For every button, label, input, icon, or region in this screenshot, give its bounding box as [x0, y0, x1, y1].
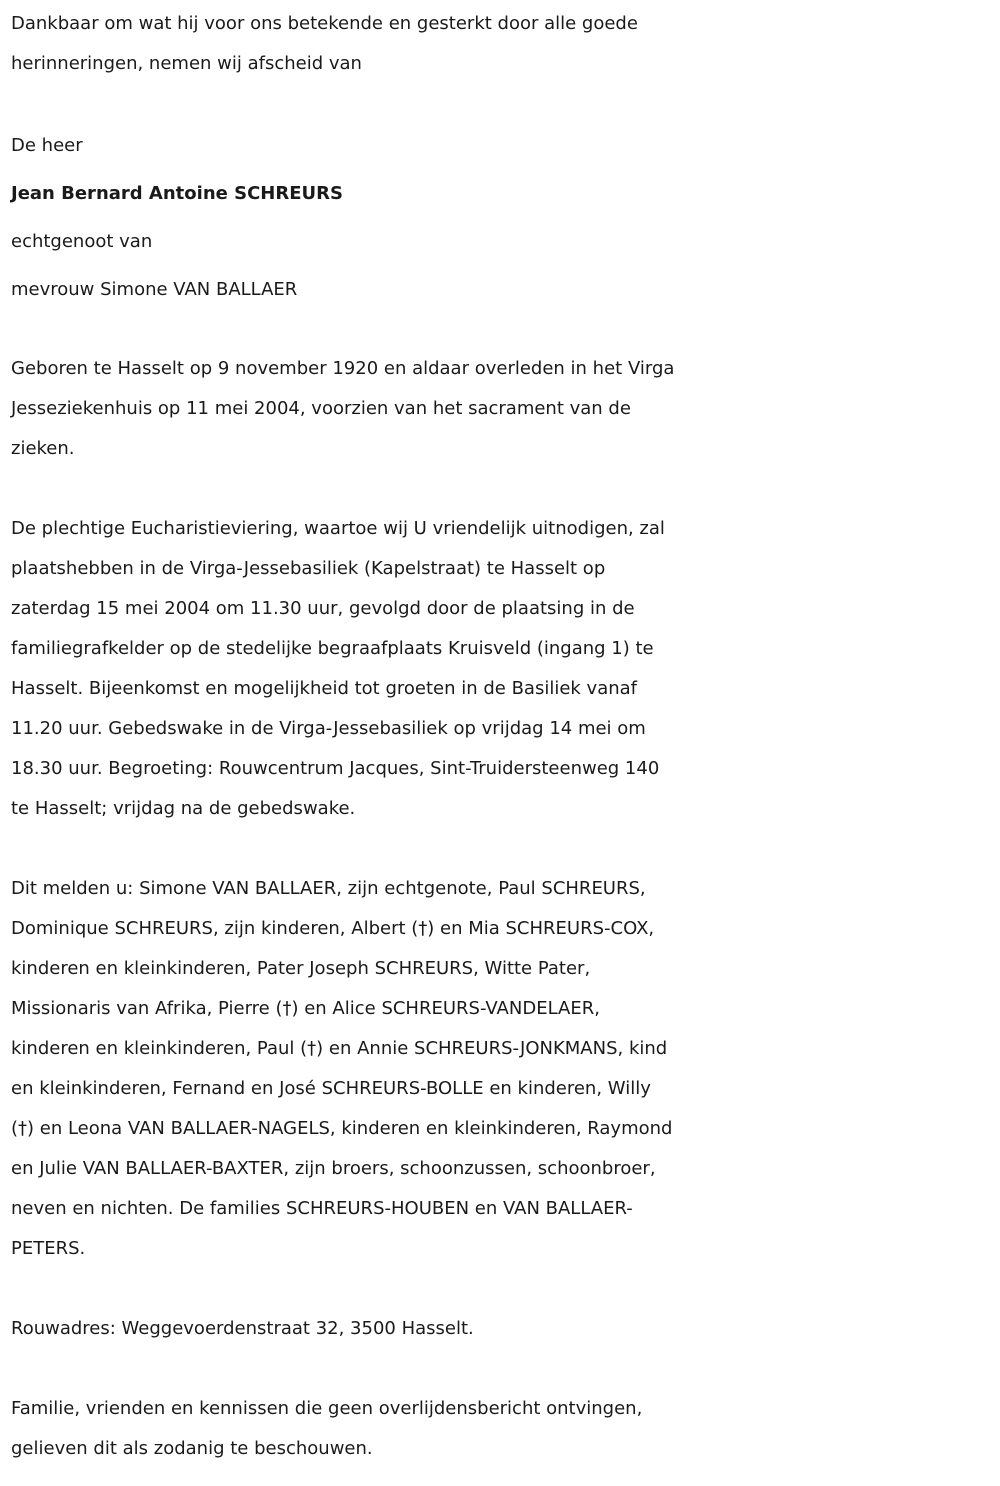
birth-death-line-2: Jesseziekenhuis op 11 mei 2004, voorzien van het sacrament van de — [11, 398, 631, 419]
family-line-7: (†) en Leona VAN BALLAER-NAGELS, kinderen en kleinkinderen, Raymond — [11, 1118, 673, 1139]
birth-death-line-3: zieken. — [11, 438, 75, 459]
family-line-3: kinderen en kleinkinderen, Pater Joseph SCHREURS, Witte Pater, — [11, 958, 591, 979]
ceremony-line-6: 11.20 uur. Gebedswake in de Virga-Jessebasiliek op vrijdag 14 mei om — [11, 718, 646, 739]
ceremony-line-8: te Hasselt; vrijdag na de gebedswake. — [11, 798, 356, 819]
closing-paragraph — [11, 1389, 992, 1469]
salutation: De heer — [11, 135, 83, 156]
ceremony-line-4: familiegrafkelder op de stedelijke begraafplaats Kruisveld (ingang 1) te — [11, 638, 654, 659]
family-line-1: Dit melden u: Simone VAN BALLAER, zijn echtgenote, Paul SCHREURS, — [11, 878, 646, 899]
relation-text: echtgenoot van — [11, 231, 153, 252]
family-line-2: Dominique SCHREURS, zijn kinderen, Albert (†) en Mia SCHREURS-COX, — [11, 918, 655, 939]
family-paragraph — [11, 869, 992, 1269]
closing-line-2: gelieven dit als zodanig te beschouwen. — [11, 1438, 373, 1459]
ceremony-line-1: De plechtige Eucharistieviering, waartoe wij U vriendelijk uitnodigen, zal — [11, 518, 665, 539]
family-line-4: Missionaris van Afrika, Pierre (†) en Alice SCHREURS-VANDELAER, — [11, 998, 600, 1019]
closing-line-1: Familie, vrienden en kennissen die geen overlijdensbericht ontvingen, — [11, 1398, 643, 1419]
ceremony-line-2: plaatshebben in de Virga-Jessebasiliek (Kapelstraat) te Hasselt op — [11, 558, 606, 579]
family-line-6: en kleinkinderen, Fernand en José SCHREURS-BOLLE en kinderen, Willy — [11, 1078, 651, 1099]
address-paragraph — [11, 1309, 992, 1349]
intro-line-1: Dankbaar om wat hij voor ons betekende en gesterkt door alle goede — [11, 13, 638, 34]
family-line-5: kinderen en kleinkinderen, Paul (†) en Annie SCHREURS-JONKMANS, kind — [11, 1038, 668, 1059]
intro-paragraph — [11, 4, 992, 84]
deceased-name: Jean Bernard Antoine SCHREURS — [11, 183, 343, 204]
ceremony-line-7: 18.30 uur. Begroeting: Rouwcentrum Jacques, Sint-Truidersteenweg 140 — [11, 758, 660, 779]
ceremony-paragraph — [11, 509, 992, 829]
mourning-address: Rouwadres: Weggevoerdenstraat 32, 3500 Hasselt. — [11, 1318, 474, 1339]
family-line-8: en Julie VAN BALLAER-BAXTER, zijn broers, schoonzussen, schoonbroer, — [11, 1158, 656, 1179]
spouse-name: mevrouw Simone VAN BALLAER — [11, 279, 298, 300]
intro-line-2: herinneringen, nemen wij afscheid van — [11, 53, 362, 74]
ceremony-line-3: zaterdag 15 mei 2004 om 11.30 uur, gevolgd door de plaatsing in de — [11, 598, 635, 619]
family-line-10: PETERS. — [11, 1238, 86, 1259]
deceased-block — [11, 122, 992, 314]
birth-death-line-1: Geboren te Hasselt op 9 november 1920 en aldaar overleden in het Virga — [11, 358, 675, 379]
birth-death-paragraph — [11, 349, 992, 469]
ceremony-line-5: Hasselt. Bijeenkomst en mogelijkheid tot groeten in de Basiliek vanaf — [11, 678, 638, 699]
family-line-9: neven en nichten. De families SCHREURS-HOUBEN en VAN BALLAER- — [11, 1198, 633, 1219]
